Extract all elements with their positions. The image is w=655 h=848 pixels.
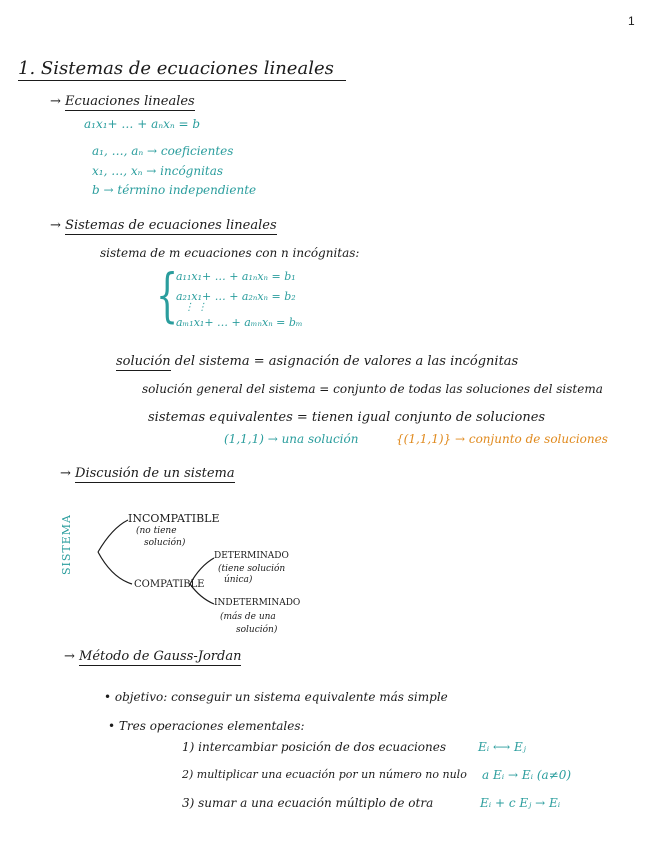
operation-2-formula: a Eᵢ → Eᵢ (a≠0) <box>482 768 572 782</box>
system-dots: ⋮ ⋮ <box>184 302 208 313</box>
incompatible-label: INCOMPATIBLE <box>128 512 220 525</box>
objective-bullet: • objetivo: conseguir un sistema equivalente más simple <box>104 690 448 704</box>
section-title: Sistemas de ecuaciones lineales <box>65 218 277 233</box>
arrow-icon: → <box>60 466 71 481</box>
section-title: Ecuaciones lineales <box>65 94 195 109</box>
incompatible-note-2: solución) <box>144 538 186 548</box>
solution-def <box>116 354 518 369</box>
operation-3-formula: Eᵢ + c Eⱼ → Eᵢ <box>480 796 561 810</box>
page-title: 1. Sistemas de ecuaciones lineales <box>18 58 346 81</box>
independent-term-def: b → término independiente <box>92 183 257 197</box>
compatible-label: COMPATIBLE <box>134 579 205 590</box>
operation-1-formula: Eᵢ ⟷ Eⱼ <box>478 740 526 754</box>
operation-1: 1) intercambiar posición de dos ecuaciones <box>182 740 447 754</box>
system-row-2: a₂₁x₁+ … + a₂ₙxₙ = b₂ <box>176 290 296 303</box>
arrow-icon: → <box>50 94 61 109</box>
section-gauss-heading <box>64 649 241 664</box>
determinado-note-1: (tiene solución <box>218 564 286 574</box>
system-row-1: a₁₁x₁+ … + a₁ₙxₙ = b₁ <box>176 270 296 283</box>
indeterminado-note-2: solución) <box>236 625 278 635</box>
indeterminado-note-1: (más de una <box>220 612 276 622</box>
operation-3: 3) sumar a una ecuación múltiplo de otra <box>182 796 434 810</box>
section-sistemas-heading <box>50 218 277 233</box>
general-solution-def: solución general del sistema = conjunto de todas las soluciones del sistema <box>142 382 603 396</box>
arrow-icon: → <box>64 649 75 664</box>
example-solution-set: {(1,1,1)} → conjunto de soluciones <box>396 432 608 446</box>
section-discusion-heading <box>60 466 235 481</box>
determinado-label: DETERMINADO <box>214 551 289 561</box>
coefficients-def: a₁, …, aₙ → coeficientes <box>92 144 234 158</box>
equivalent-systems-def: sistemas equivalentes = tienen igual conjunto de soluciones <box>148 410 546 425</box>
arrow-icon: → <box>50 218 61 233</box>
indeterminado-label: INDETERMINADO <box>214 598 301 608</box>
solution-label: solución <box>116 354 171 369</box>
section-title: Discusión de un sistema <box>75 466 235 481</box>
page-number: 1 <box>628 14 635 28</box>
section-title: Método de Gauss-Jordan <box>79 649 242 664</box>
section-ecuaciones-heading <box>50 94 195 109</box>
system-brace: { <box>156 261 179 329</box>
unknowns-def: x₁, …, xₙ → incógnitas <box>92 164 224 178</box>
incompatible-note-1: (no tiene <box>136 526 177 536</box>
system-row-3: aₘ₁x₁+ … + aₘₙxₙ = bₘ <box>176 316 303 329</box>
example-solution: (1,1,1) → una solución <box>224 432 359 446</box>
operation-2: 2) multiplicar una ecuación por un número no nulo <box>182 768 467 781</box>
system-intro: sistema de m ecuaciones con n incógnitas: <box>100 246 360 260</box>
linear-equation: a₁x₁+ … + aₙxₙ = b <box>84 117 201 131</box>
determinado-note-2: única) <box>224 575 253 585</box>
sistema-vertical-label: SISTEMA <box>60 514 73 575</box>
operations-bullet: • Tres operaciones elementales: <box>108 719 305 733</box>
solution-text: del sistema = asignación de valores a las incógnitas <box>170 354 519 369</box>
